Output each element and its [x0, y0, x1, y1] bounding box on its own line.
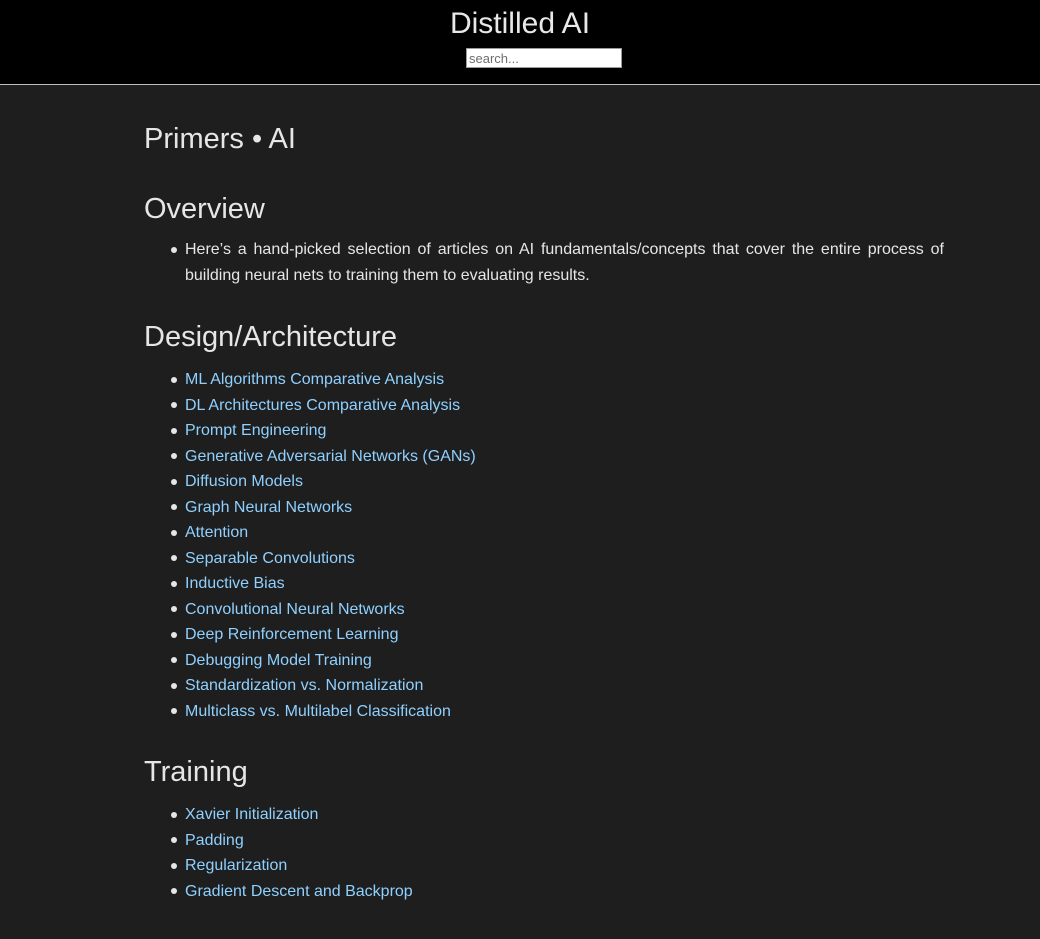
- bullet-icon: [171, 632, 177, 638]
- article-link[interactable]: Generative Adversarial Networks (GANs): [185, 447, 476, 465]
- article-link[interactable]: Deep Reinforcement Learning: [185, 626, 399, 643]
- article-link[interactable]: Debugging Model Training: [185, 651, 372, 669]
- search-input[interactable]: [466, 48, 622, 68]
- list-item: [144, 853, 944, 879]
- article-link[interactable]: ML Algorithms Comparative Analysis: [185, 371, 445, 388]
- article-link[interactable]: Padding: [185, 831, 244, 849]
- bullet-icon: [171, 888, 177, 894]
- list-item: [144, 597, 944, 623]
- list-item: [144, 546, 944, 572]
- bullet-icon: [171, 247, 177, 253]
- list-item: [144, 367, 944, 393]
- overview-list: [144, 237, 944, 288]
- list-item: [144, 495, 944, 521]
- list-item: [144, 444, 944, 470]
- section-heading-design-architecture: Design/Architecture: [144, 321, 398, 353]
- list-item: [144, 393, 944, 419]
- bullet-icon: [171, 837, 177, 843]
- section-heading-overview: Overview: [144, 193, 265, 225]
- bullet-icon: [171, 863, 177, 869]
- list-item: [144, 699, 944, 725]
- section-heading-training: Training: [144, 756, 248, 788]
- article-link[interactable]: Prompt Engineering: [185, 422, 327, 439]
- bullet-icon: [171, 606, 177, 612]
- bullet-icon: [171, 479, 177, 485]
- list-item: [144, 418, 944, 444]
- bullet-icon: [171, 555, 177, 561]
- list-item: [144, 673, 944, 699]
- design-architecture-list: [144, 367, 944, 724]
- training-list: [144, 802, 944, 904]
- bullet-icon: [171, 581, 177, 587]
- list-item: [144, 469, 944, 495]
- page-title: Primers • AI: [144, 123, 296, 155]
- article-link[interactable]: Multiclass vs. Multilabel Classification: [185, 702, 451, 720]
- bullet-icon: [171, 377, 177, 383]
- article-link[interactable]: Standardization vs. Normalization: [185, 677, 424, 694]
- list-item: [144, 237, 944, 288]
- list-item: [144, 802, 944, 828]
- list-item: [144, 520, 944, 546]
- bullet-icon: [171, 428, 177, 434]
- article-link[interactable]: Inductive Bias: [185, 575, 285, 592]
- site-title[interactable]: Distilled AI: [449, 7, 591, 40]
- article-link[interactable]: Graph Neural Networks: [185, 498, 353, 516]
- bullet-icon: [171, 504, 177, 510]
- bullet-icon: [171, 402, 177, 408]
- bullet-icon: [171, 812, 177, 818]
- bullet-icon: [171, 453, 177, 459]
- list-item: [144, 828, 944, 854]
- overview-text: Here’s a hand-picked selection of articles on AI fundamentals/concepts that cover the entire process of building neural nets to training them to evaluating results.: [185, 241, 944, 284]
- bullet-icon: [171, 657, 177, 663]
- article-link[interactable]: Separable Convolutions: [185, 549, 355, 567]
- bullet-icon: [171, 683, 177, 689]
- article-link[interactable]: DL Architectures Comparative Analysis: [185, 396, 461, 414]
- site-header: [0, 0, 1040, 85]
- list-item: [144, 648, 944, 674]
- article-link[interactable]: Convolutional Neural Networks: [185, 600, 405, 618]
- list-item: [144, 622, 944, 648]
- article-link[interactable]: Diffusion Models: [185, 473, 303, 490]
- bullet-icon: [171, 708, 177, 714]
- list-item: [144, 571, 944, 597]
- article-link[interactable]: Attention: [185, 524, 249, 541]
- article-link[interactable]: Gradient Descent and Backprop: [185, 882, 413, 900]
- list-item: [144, 879, 944, 905]
- article-link[interactable]: Xavier Initialization: [185, 806, 319, 823]
- bullet-icon: [171, 530, 177, 536]
- article-link[interactable]: Regularization: [185, 857, 288, 874]
- main-content: [144, 86, 944, 904]
